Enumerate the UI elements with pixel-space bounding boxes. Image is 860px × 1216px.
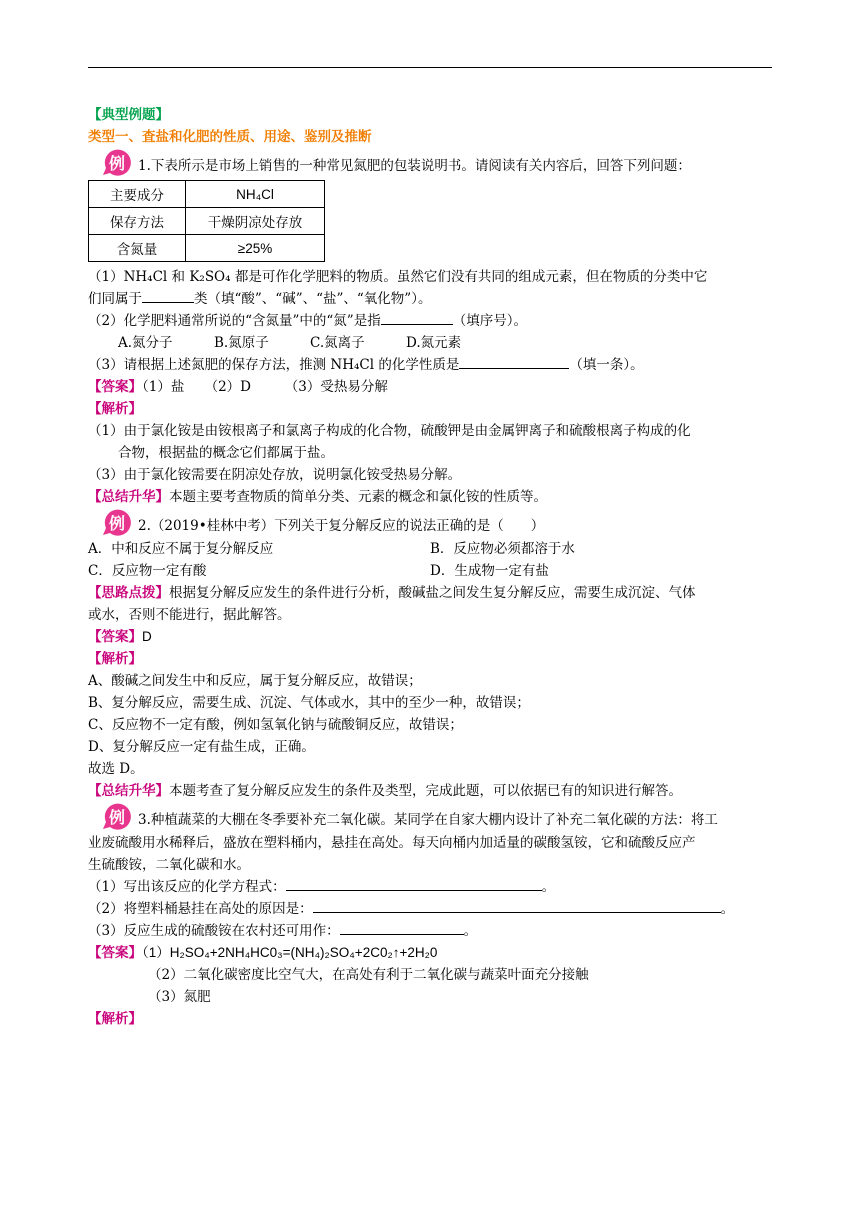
q2-hint: 【思路点拨】根据复分解反应发生的条件进行分析，酸碱盐之间发生复分解反应，需要生成沉淀、气体 — [88, 585, 696, 601]
q1-analysis-1b: 合物，根据盐的概念它们都属于盐。 — [118, 445, 334, 461]
answer-blank[interactable] — [340, 920, 464, 935]
q1-analysis-3: （3）由于氯化铵需要在阴凉处存放，说明氯化铵受热易分解。 — [88, 467, 462, 483]
option-b: B.氮原子 — [214, 335, 269, 351]
example-badge-icon — [100, 802, 134, 832]
q1-summary: 【总结升华】本题主要考查物质的简单分类、元素的概念和氯化铵的性质等。 — [88, 489, 547, 505]
q3-answer-3: （3）氮肥 — [148, 989, 211, 1005]
option-a: A．中和反应不属于复分解反应 — [88, 541, 274, 557]
q2-answer: 【答案】D — [88, 629, 152, 645]
q1-part2: （2）化学肥料通常所说的“含氮量”中的“氮”是指 （填序号）。 — [88, 310, 772, 332]
answer-blank[interactable] — [381, 310, 453, 325]
q2-hint-cont: 或水，否则不能进行，据此解答。 — [88, 607, 291, 623]
q1-options — [88, 332, 772, 354]
q3-analysis-tag: 【解析】 — [88, 1011, 142, 1027]
q3-stem-cont-2: 生硫酸铵，二氧化碳和水。 — [88, 857, 250, 873]
q3-part1: （1）写出该反应的化学方程式： 。 — [88, 876, 772, 898]
q1-answer: 【答案】（1）盐 （2）D （3）受热易分解 — [88, 379, 388, 395]
q3-answer-2: （2）二氧化碳密度比空气大，在高处有利于二氧化碳与蔬菜叶面充分接触 — [148, 967, 589, 983]
q2-analysis-d: D、复分解反应一定有盐生成，正确。 — [88, 739, 315, 755]
example-badge-icon — [100, 148, 134, 178]
option-a: A.氮分子 — [118, 335, 173, 351]
q2-analysis-b: B、复分解反应，需要生成、沉淀、气体或水，其中的至少一种，故错误； — [88, 695, 530, 711]
q2-analysis-tag: 【解析】 — [88, 651, 142, 667]
option-d: D.氮元素 — [406, 335, 462, 351]
option-c: C．反应物一定有酸 — [88, 563, 207, 579]
q2-options-ab — [88, 538, 772, 560]
q1-part3: （3）请根据上述氮肥的保存方法，推测 NH₄Cl 的化学性质是 （填一条）。 — [88, 354, 772, 376]
question-2-stem: 例 2.（2019•桂林中考）下列关于复分解反应的说法正确的是（ ） — [88, 508, 772, 538]
category-title: 类型一、査盐和化肥的性质、用途、鉴别及推断 — [88, 129, 372, 145]
answer-blank[interactable] — [313, 898, 721, 913]
table-row: 主要成分 NH₄Cl — [89, 181, 325, 208]
q3-stem-cont-1: 业废硫酸用水稀释后，盛放在塑料桶内，悬挂在高处。每天向桶内加适量的碳酸氢铵，它和硫酸反应产 — [88, 835, 696, 851]
table-row: 含氮量 ≥25% — [89, 235, 325, 262]
answer-blank[interactable] — [286, 876, 542, 891]
q1-analysis-1a: （1）由于氯化铵是由铵根离子和氯离子构成的化合物，硫酸钾是由金属钾离子和硫酸根离子构成的化 — [88, 423, 691, 439]
document-body — [88, 104, 772, 1030]
q2-analysis-a: A、酸碱之间发生中和反应，属于复分解反应，故错误； — [88, 673, 422, 689]
option-b: B．反应物必须都溶于水 — [430, 541, 575, 557]
q1-part1-line2: 们同属于 类（填“酸”、“碱”、“盐”、“氧化物”）。 — [88, 288, 772, 310]
option-c: C.氮离子 — [310, 335, 365, 351]
fertilizer-spec-table — [88, 180, 325, 262]
svg-text:例: 例 — [108, 154, 126, 173]
answer-blank[interactable] — [459, 354, 569, 369]
q2-analysis-choice: 故选 D。 — [88, 761, 144, 777]
example-badge-icon — [100, 508, 134, 538]
q2-options-cd — [88, 560, 772, 582]
option-d: D．生成物一定有盐 — [430, 563, 549, 579]
answer-blank[interactable] — [142, 288, 194, 303]
q2-analysis-c: C、反应物不一定有酸，例如氢氧化钠与硫酸铜反应，故错误； — [88, 717, 463, 733]
q1-part1-line1: （1）NH₄Cl 和 K₂SO₄ 都是可作化学肥料的物质。虽然它们没有共同的组成元素，但在物质的分类中它 — [88, 269, 708, 285]
q2-summary: 【总结升华】本题考查了复分解反应发生的条件及类型，完成此题，可以依据已有的知识进行解答。 — [88, 783, 682, 799]
svg-text:例: 例 — [108, 514, 126, 533]
q3-part3: （3）反应生成的硫酸铵在农村还可用作： 。 — [88, 920, 772, 942]
svg-text:例: 例 — [108, 808, 126, 827]
q1-analysis-tag: 【解析】 — [88, 401, 142, 417]
question-1-stem: 例 1.下表所示是市场上销售的一种常见氮肥的包装说明书。请阅读有关内容后，回答下列问题： — [88, 148, 772, 178]
q3-answer-1: 【答案】（1）H₂SO₄+2NH₄HC0₃=(NH₄)₂SO₄+2C0₂↑+2H₂0 — [88, 945, 438, 961]
section-title: 【典型例题】 — [88, 107, 169, 123]
question-3-stem: 例 3.种植蔬菜的大棚在冬季要补充二氧化碳。某同学在自家大棚内设计了补充二氧化碳的方法：将工 — [88, 802, 772, 832]
header-rule — [88, 67, 772, 68]
table-row: 保存方法 干燥阴凉处存放 — [89, 208, 325, 235]
q3-part2: （2）将塑料桶悬挂在高处的原因是： 。 — [88, 898, 772, 920]
